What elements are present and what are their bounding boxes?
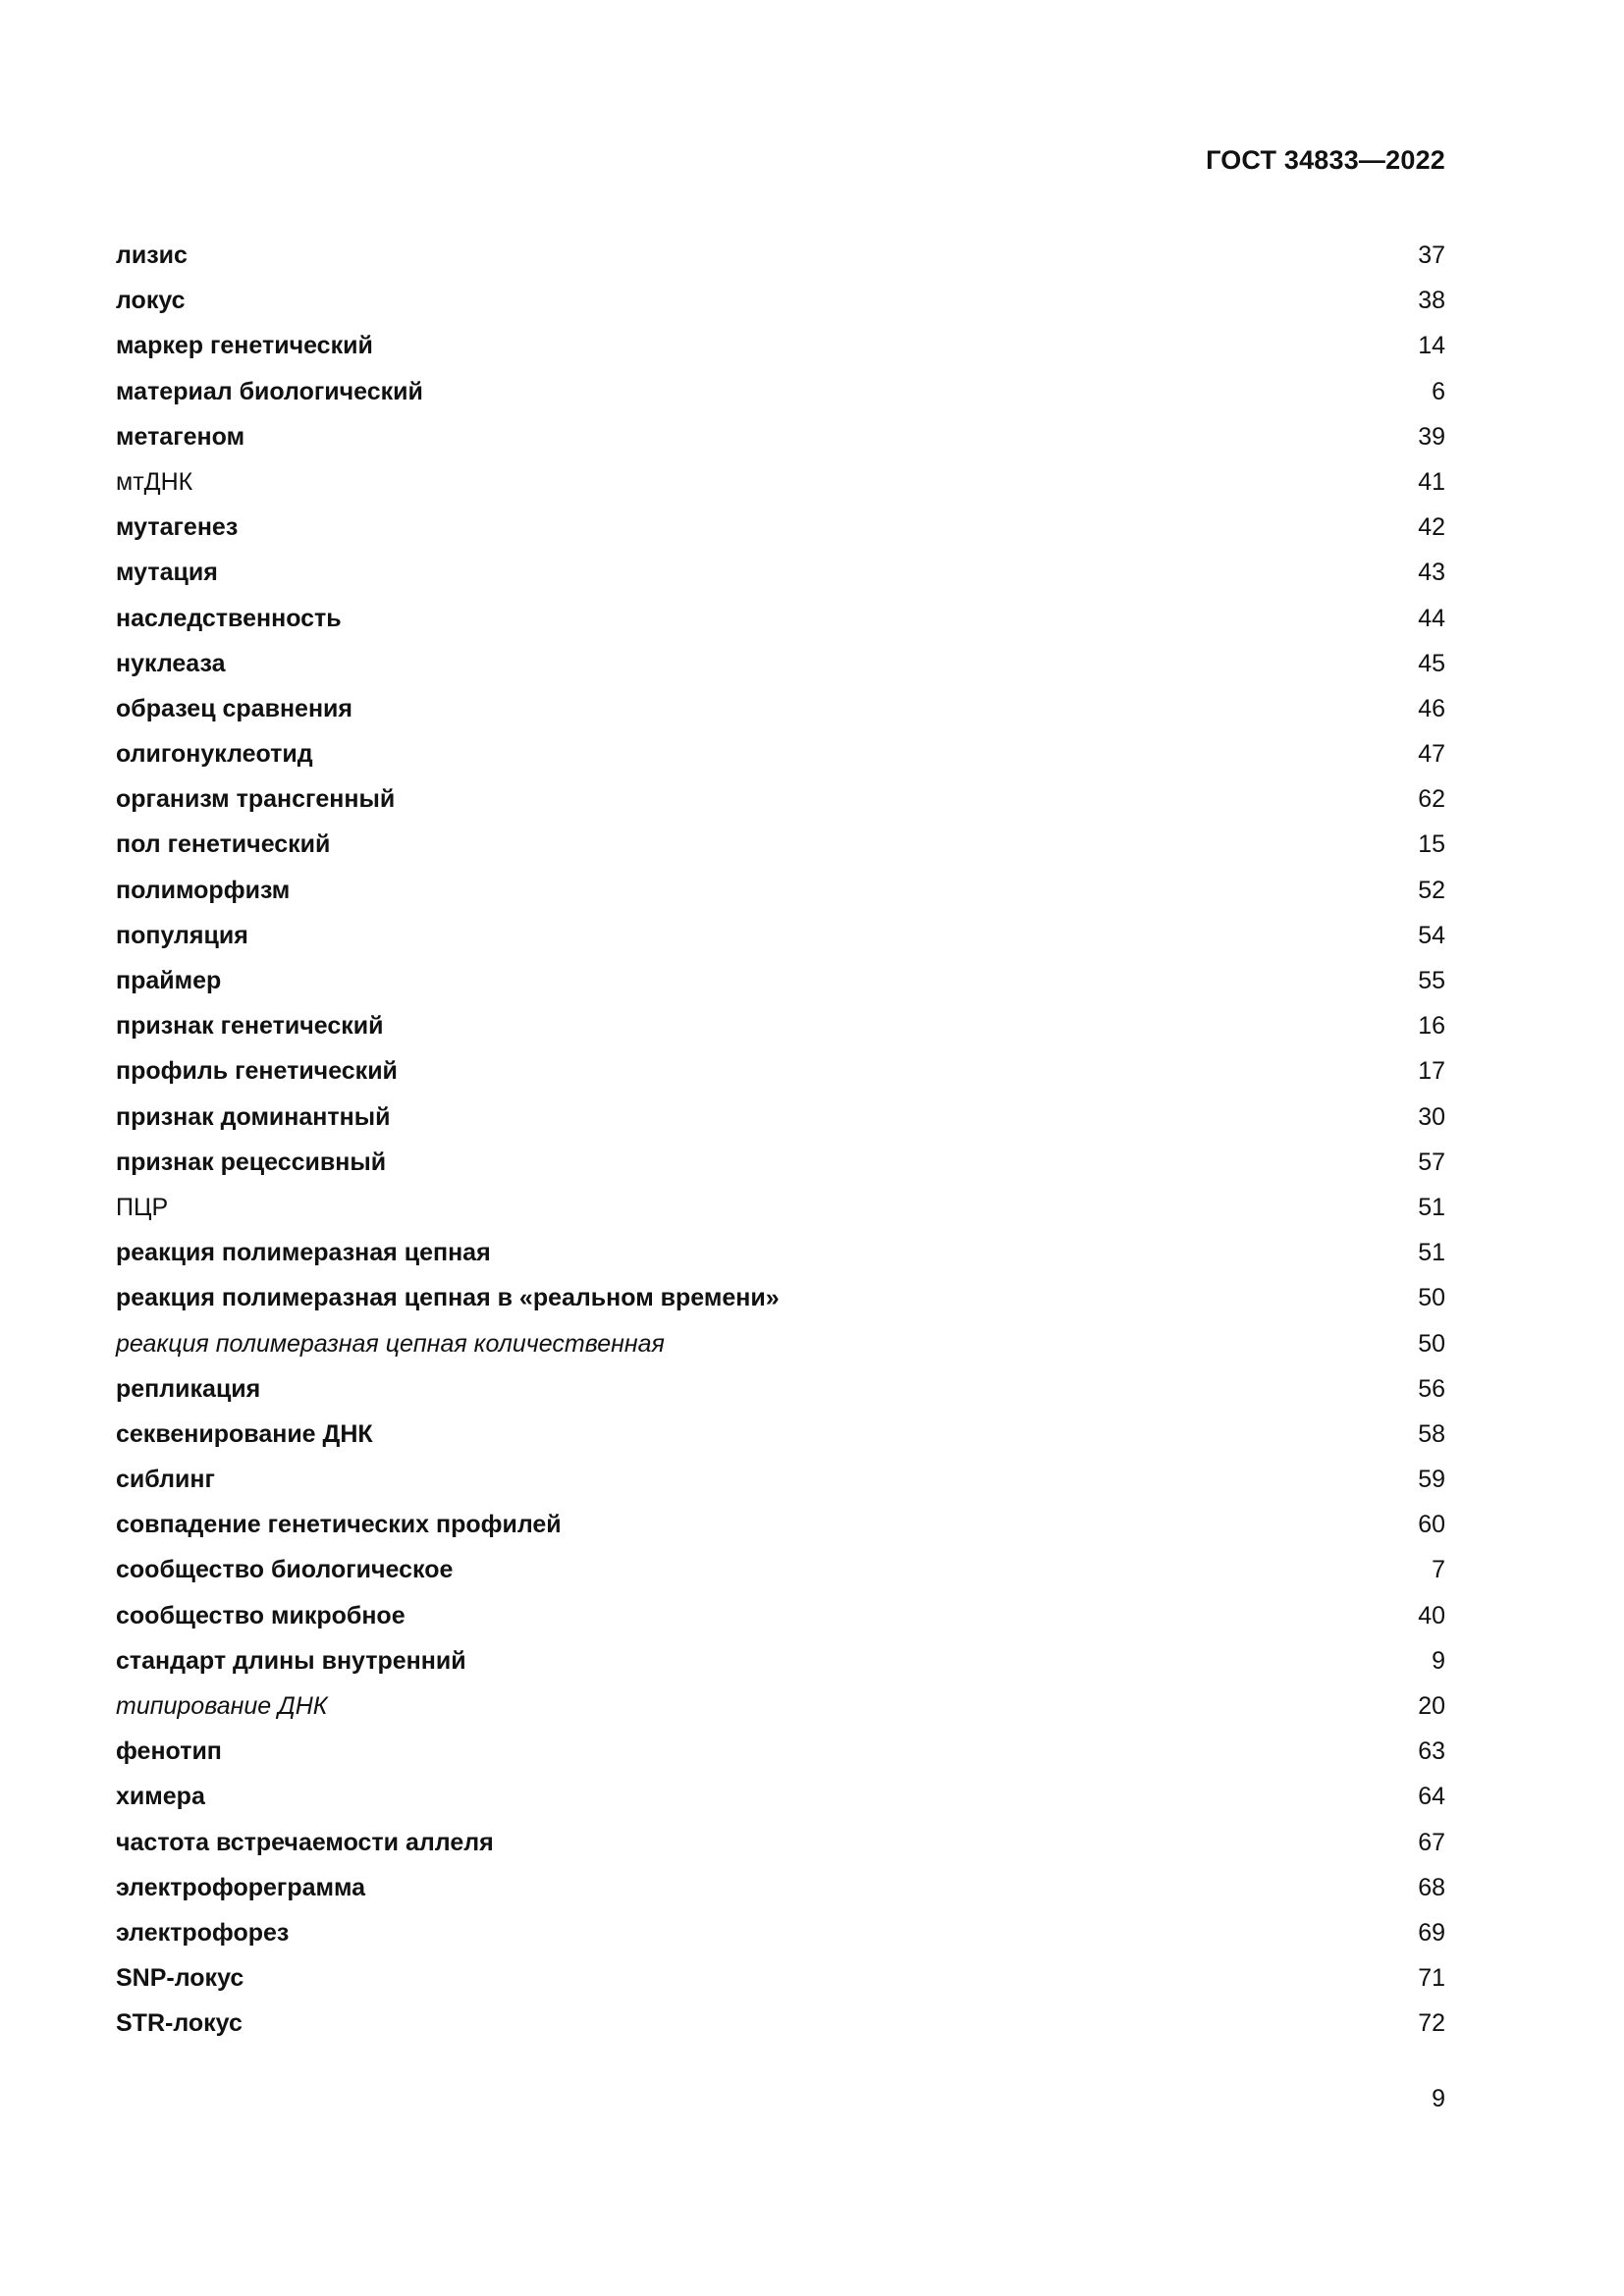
index-entry-row: [116, 1774, 1445, 1819]
index-entry-row: [116, 1412, 1445, 1457]
index-term-number: 14: [1418, 332, 1445, 360]
index-term: мутагенез: [116, 513, 239, 542]
index-term: сиблинг: [116, 1466, 215, 1494]
index-term-number: 58: [1418, 1419, 1445, 1448]
index-entry-row: [116, 550, 1445, 595]
index-entry-row: [116, 1593, 1445, 1638]
index-entry-row: [116, 1003, 1445, 1048]
index-term: полиморфизм: [116, 876, 291, 904]
index-entry-row: [116, 1230, 1445, 1275]
index-entry-row: [116, 1910, 1445, 1955]
page-number: 9: [1432, 2085, 1445, 2112]
index-term: частота встречаемости аллеля: [116, 1828, 494, 1856]
index-term: сообщество микробное: [116, 1601, 406, 1629]
index-term: мутация: [116, 559, 218, 587]
index-term-number: 42: [1418, 513, 1445, 542]
index-entry-row: [116, 1457, 1445, 1502]
index-term: репликация: [116, 1374, 261, 1403]
index-term: стандарт длины внутренний: [116, 1646, 466, 1675]
index-entry-row: [116, 233, 1445, 278]
index-entry-row: [116, 1185, 1445, 1230]
index-term: праймер: [116, 967, 222, 994]
index-term-number: 20: [1418, 1692, 1445, 1720]
index-term-number: 38: [1418, 287, 1445, 315]
index-entry-row: [116, 323, 1445, 368]
index-term: метагеном: [116, 422, 245, 451]
index-term-number: 71: [1418, 1964, 1445, 1993]
index-entry-row: [116, 278, 1445, 323]
index-entry-row: [116, 641, 1445, 686]
index-term: признак рецессивный: [116, 1148, 387, 1176]
index-entry-row: [116, 958, 1445, 1003]
index-entry-row: [116, 1820, 1445, 1865]
index-entry-row: [116, 1048, 1445, 1094]
index-term-number: 68: [1418, 1873, 1445, 1901]
index-entry-row: [116, 1955, 1445, 2001]
index-term: типирование ДНК: [116, 1692, 328, 1720]
index-entry-row: [116, 913, 1445, 958]
index-term: пол генетический: [116, 830, 331, 859]
index-term: мтДНК: [116, 467, 193, 496]
index-term: признак доминантный: [116, 1102, 391, 1131]
index-term: сообщество биологическое: [116, 1556, 454, 1584]
index-entry-row: [116, 1865, 1445, 1910]
index-term-number: 43: [1418, 559, 1445, 587]
index-term: материал биологический: [116, 377, 423, 405]
index-term: фенотип: [116, 1737, 222, 1766]
index-entry-row: [116, 776, 1445, 822]
index-entry-row: [116, 1321, 1445, 1366]
index-term-number: 6: [1432, 377, 1445, 405]
index-entry-row: [116, 1547, 1445, 1592]
index-term-number: 44: [1418, 604, 1445, 632]
index-term-number: 72: [1418, 2009, 1445, 2038]
index-entry-row: [116, 1140, 1445, 1185]
index-term-number: 50: [1418, 1284, 1445, 1312]
index-term: реакция полимеразная цепная количественная: [116, 1329, 665, 1358]
index-term: химера: [116, 1783, 205, 1811]
index-term-number: 7: [1432, 1556, 1445, 1584]
index-entry-row: [116, 1366, 1445, 1412]
index-term-number: 45: [1418, 649, 1445, 677]
index-term-number: 40: [1418, 1601, 1445, 1629]
index-term-number: 60: [1418, 1511, 1445, 1539]
index-term-number: 16: [1418, 1012, 1445, 1041]
index-term: нуклеаза: [116, 649, 226, 677]
alphabetical-index-list: [116, 233, 1445, 2047]
index-term: профиль генетический: [116, 1057, 398, 1086]
index-entry-row: [116, 1729, 1445, 1774]
index-entry-row: [116, 596, 1445, 641]
index-term: образец сравнения: [116, 694, 353, 722]
index-term-number: 52: [1418, 876, 1445, 904]
index-term: электрофорез: [116, 1918, 290, 1947]
index-term-number: 57: [1418, 1148, 1445, 1176]
index-term-number: 17: [1418, 1057, 1445, 1086]
index-term-number: 54: [1418, 921, 1445, 949]
index-term: олигонуклеотид: [116, 740, 313, 769]
index-term: маркер генетический: [116, 332, 373, 360]
index-term: совпадение генетических профилей: [116, 1511, 562, 1539]
index-term: реакция полимеразная цепная в «реальном времени»: [116, 1284, 780, 1312]
index-entry-row: [116, 369, 1445, 414]
index-term: реакция полимеразная цепная: [116, 1239, 491, 1267]
index-entry-row: [116, 1638, 1445, 1683]
index-term-number: 41: [1418, 467, 1445, 496]
index-entry-row: [116, 1095, 1445, 1140]
index-term-number: 51: [1418, 1193, 1445, 1221]
index-term: признак генетический: [116, 1012, 384, 1041]
index-term-number: 9: [1432, 1646, 1445, 1675]
index-entry-row: [116, 1683, 1445, 1729]
index-term-number: 56: [1418, 1374, 1445, 1403]
index-term-number: 30: [1418, 1102, 1445, 1131]
index-entry-row: [116, 2001, 1445, 2046]
index-term-number: 39: [1418, 422, 1445, 451]
index-term: SNP-локус: [116, 1964, 244, 1993]
index-term-number: 67: [1418, 1828, 1445, 1856]
index-term-number: 64: [1418, 1783, 1445, 1811]
index-term-number: 47: [1418, 740, 1445, 769]
document-header-title: ГОСТ 34833—2022: [1206, 145, 1445, 175]
index-term: ПЦР: [116, 1193, 169, 1221]
index-entry-row: [116, 731, 1445, 776]
index-term-number: 51: [1418, 1239, 1445, 1267]
index-term-number: 62: [1418, 785, 1445, 814]
index-entry-row: [116, 686, 1445, 731]
index-term-number: 55: [1418, 967, 1445, 994]
index-term-number: 15: [1418, 830, 1445, 859]
index-entry-row: [116, 822, 1445, 867]
index-term-number: 69: [1418, 1918, 1445, 1947]
index-term: локус: [116, 287, 186, 315]
index-term: наследственность: [116, 604, 342, 632]
index-term: STR-локус: [116, 2009, 243, 2038]
index-term: организм трансгенный: [116, 785, 396, 814]
index-term-number: 63: [1418, 1737, 1445, 1766]
index-term: электрофореграмма: [116, 1873, 366, 1901]
index-term: секвенирование ДНК: [116, 1419, 373, 1448]
index-term: популяция: [116, 921, 248, 949]
index-term: лизис: [116, 241, 188, 269]
index-entry-row: [116, 1275, 1445, 1320]
index-term-number: 46: [1418, 694, 1445, 722]
index-entry-row: [116, 505, 1445, 550]
index-term-number: 37: [1418, 241, 1445, 269]
index-term-number: 50: [1418, 1329, 1445, 1358]
index-entry-row: [116, 868, 1445, 913]
index-entry-row: [116, 414, 1445, 459]
index-entry-row: [116, 459, 1445, 505]
index-term-number: 59: [1418, 1466, 1445, 1494]
index-entry-row: [116, 1502, 1445, 1547]
